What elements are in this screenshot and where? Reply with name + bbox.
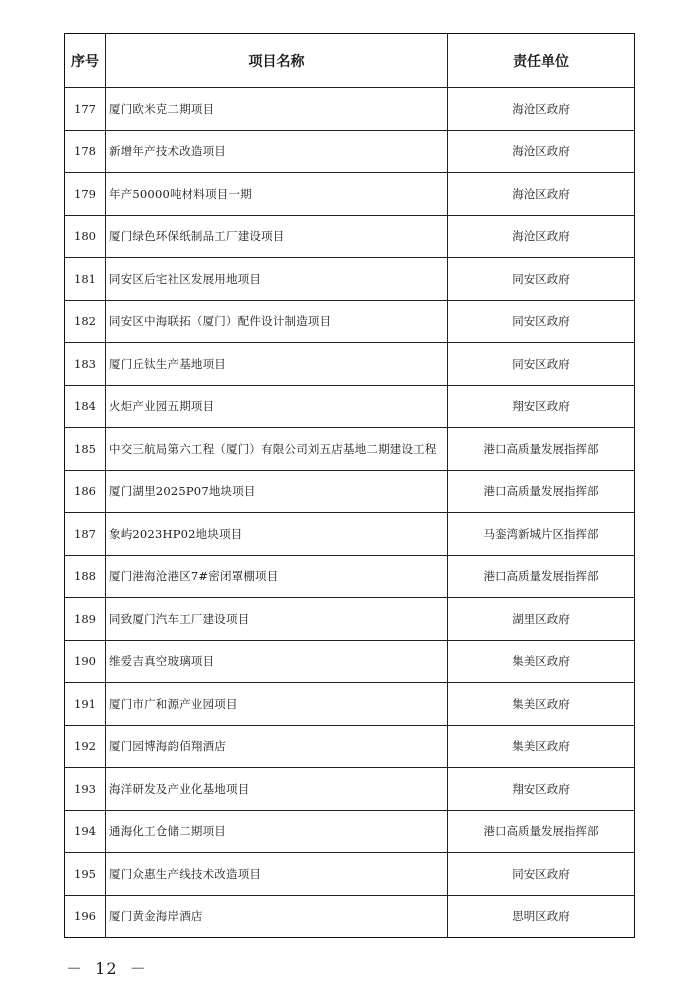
cell-serial-number: 177 [65, 88, 106, 131]
cell-serial-number: 193 [65, 768, 106, 811]
table-body [65, 88, 635, 938]
cell-responsible-unit: 海沧区政府 [448, 215, 635, 258]
cell-serial-number: 196 [65, 895, 106, 938]
cell-responsible-unit: 湖里区政府 [448, 598, 635, 641]
table-row [65, 300, 635, 343]
cell-responsible-unit: 海沧区政府 [448, 130, 635, 173]
table-row [65, 470, 635, 513]
cell-responsible-unit: 集美区政府 [448, 640, 635, 683]
cell-serial-number: 179 [65, 173, 106, 216]
table-row [65, 513, 635, 556]
cell-serial-number: 178 [65, 130, 106, 173]
table-row [65, 768, 635, 811]
cell-project-name: 厦门欧米克二期项目 [106, 88, 448, 131]
cell-project-name: 维爱吉真空玻璃项目 [106, 640, 448, 683]
cell-responsible-unit: 港口高质量发展指挥部 [448, 428, 635, 471]
cell-project-name: 年产50000吨材料项目一期 [106, 173, 448, 216]
cell-responsible-unit: 同安区政府 [448, 343, 635, 386]
cell-project-name: 象屿2023HP02地块项目 [106, 513, 448, 556]
cell-serial-number: 182 [65, 300, 106, 343]
cell-project-name: 厦门黄金海岸酒店 [106, 895, 448, 938]
cell-project-name: 厦门绿色环保纸制品工厂建设项目 [106, 215, 448, 258]
cell-responsible-unit: 海沧区政府 [448, 173, 635, 216]
cell-responsible-unit: 港口高质量发展指挥部 [448, 810, 635, 853]
table-row [65, 215, 635, 258]
cell-serial-number: 180 [65, 215, 106, 258]
header-responsible-unit: 责任单位 [448, 34, 635, 88]
table-row [65, 130, 635, 173]
header-serial-number: 序号 [65, 34, 106, 88]
cell-project-name: 新增年产技术改造项目 [106, 130, 448, 173]
cell-serial-number: 181 [65, 258, 106, 301]
cell-project-name: 中交三航局第六工程（厦门）有限公司刘五店基地二期建设工程 [106, 428, 448, 471]
table-row [65, 343, 635, 386]
cell-project-name: 同安区后宅社区发展用地项目 [106, 258, 448, 301]
cell-serial-number: 194 [65, 810, 106, 853]
cell-project-name: 厦门湖里2025P07地块项目 [106, 470, 448, 513]
cell-responsible-unit: 港口高质量发展指挥部 [448, 470, 635, 513]
cell-serial-number: 183 [65, 343, 106, 386]
cell-responsible-unit: 港口高质量发展指挥部 [448, 555, 635, 598]
table-row [65, 258, 635, 301]
page-number: － 12 － [66, 959, 147, 978]
header-row [65, 34, 635, 88]
cell-project-name: 厦门丘钛生产基地项目 [106, 343, 448, 386]
table-row [65, 428, 635, 471]
table-row [65, 555, 635, 598]
table-row [65, 640, 635, 683]
cell-serial-number: 186 [65, 470, 106, 513]
cell-responsible-unit: 海沧区政府 [448, 88, 635, 131]
cell-responsible-unit: 翔安区政府 [448, 385, 635, 428]
cell-serial-number: 189 [65, 598, 106, 641]
cell-serial-number: 188 [65, 555, 106, 598]
cell-responsible-unit: 思明区政府 [448, 895, 635, 938]
cell-serial-number: 195 [65, 853, 106, 896]
cell-serial-number: 190 [65, 640, 106, 683]
table-row [65, 88, 635, 131]
cell-project-name: 海洋研发及产业化基地项目 [106, 768, 448, 811]
cell-project-name: 火炬产业园五期项目 [106, 385, 448, 428]
cell-responsible-unit: 同安区政府 [448, 853, 635, 896]
table-row [65, 853, 635, 896]
cell-serial-number: 191 [65, 683, 106, 726]
cell-serial-number: 185 [65, 428, 106, 471]
table-row [65, 725, 635, 768]
cell-responsible-unit: 翔安区政府 [448, 768, 635, 811]
cell-project-name: 厦门园博海韵佰翔酒店 [106, 725, 448, 768]
table-row [65, 683, 635, 726]
table-header [65, 34, 635, 88]
table-row [65, 173, 635, 216]
header-project-name: 项目名称 [106, 34, 448, 88]
table-row [65, 895, 635, 938]
table-row [65, 598, 635, 641]
cell-project-name: 厦门市广和源产业园项目 [106, 683, 448, 726]
project-table [64, 33, 635, 938]
table-row [65, 385, 635, 428]
cell-project-name: 同致厦门汽车工厂建设项目 [106, 598, 448, 641]
cell-project-name: 同安区中海联拓（厦门）配件设计制造项目 [106, 300, 448, 343]
cell-responsible-unit: 同安区政府 [448, 258, 635, 301]
cell-responsible-unit: 集美区政府 [448, 683, 635, 726]
cell-responsible-unit: 马銮湾新城片区指挥部 [448, 513, 635, 556]
cell-project-name: 厦门港海沧港区7#密闭罩棚项目 [106, 555, 448, 598]
cell-serial-number: 192 [65, 725, 106, 768]
cell-project-name: 厦门众惠生产线技术改造项目 [106, 853, 448, 896]
cell-serial-number: 187 [65, 513, 106, 556]
cell-serial-number: 184 [65, 385, 106, 428]
cell-project-name: 通海化工仓储二期项目 [106, 810, 448, 853]
cell-responsible-unit: 集美区政府 [448, 725, 635, 768]
table-row [65, 810, 635, 853]
cell-responsible-unit: 同安区政府 [448, 300, 635, 343]
